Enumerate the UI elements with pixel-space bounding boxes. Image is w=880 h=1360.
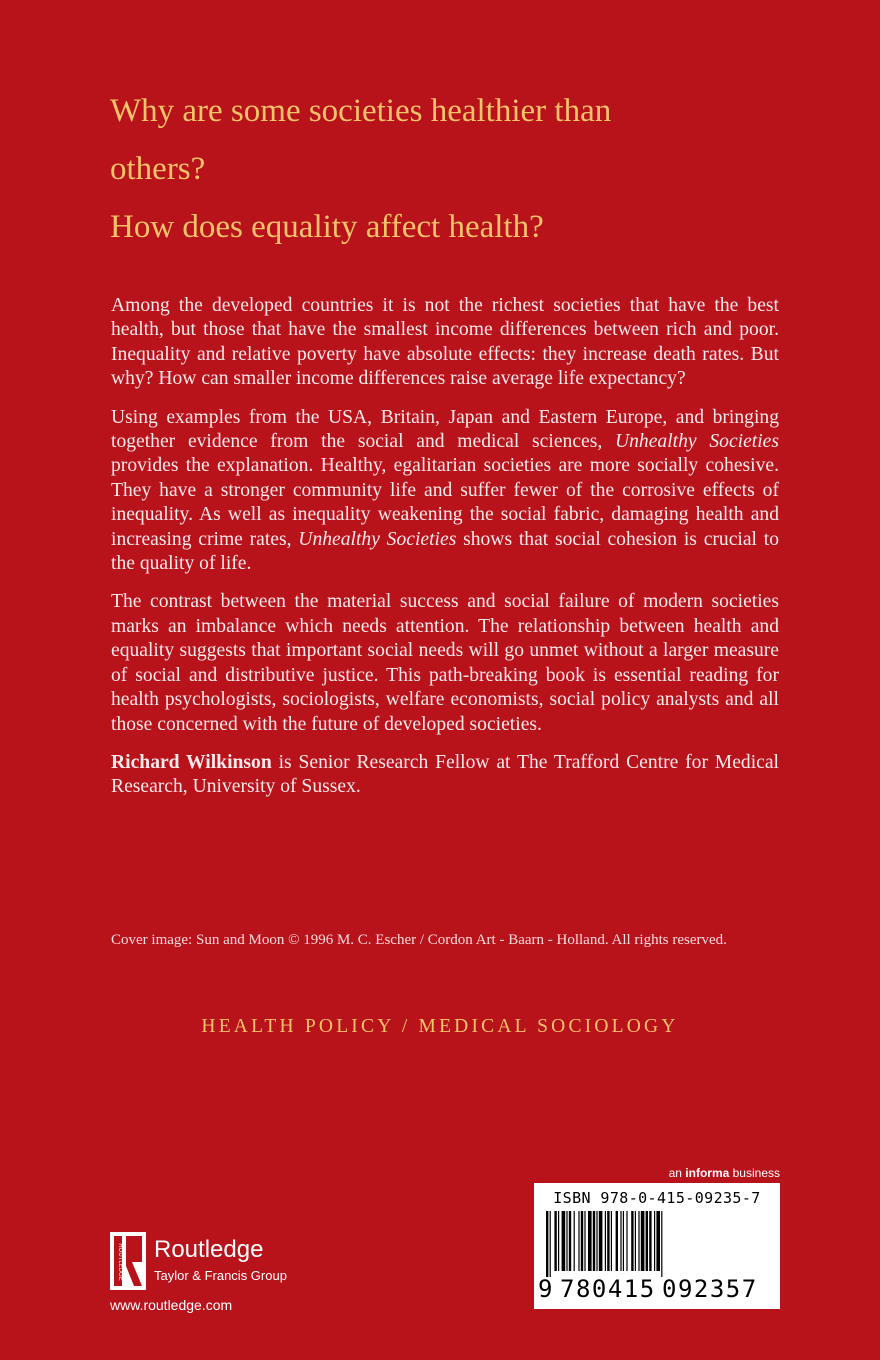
- publisher-website: www.routledge.com: [110, 1297, 233, 1313]
- barcode-bar: [584, 1211, 585, 1271]
- barcode-bar: [581, 1211, 583, 1271]
- barcode-bar: [569, 1211, 571, 1271]
- barcode-bar: [562, 1211, 566, 1271]
- isbn-group-2: 092357: [662, 1275, 758, 1303]
- author-bio-text: is Senior Research Fellow at The Trafford Centre for Medical Research, University of Sussex.: [111, 751, 780, 798]
- barcode-bar: [566, 1211, 567, 1271]
- barcode-bar: [626, 1211, 627, 1271]
- book-title-italic: Unhealthy Societies: [614, 431, 779, 453]
- informa-tagline: [660, 1166, 780, 1180]
- barcode-bar: [656, 1211, 660, 1271]
- cover-image-credit: Cover image: Sun and Moon © 1996 M. C. Escher / Cordon Art - Baarn - Holland. All rights reserved.: [111, 932, 727, 948]
- barcode-bar: [558, 1211, 559, 1271]
- barcode-bar: [550, 1211, 551, 1277]
- informa-brand: informa: [685, 1166, 730, 1180]
- barcode-bar: [623, 1211, 624, 1271]
- blurb: [111, 294, 779, 814]
- logo-vertical-text: ROUTLEDGE: [117, 1243, 123, 1281]
- headline-line-3: How does equality affect health?: [110, 209, 544, 245]
- blurb-p2-part-b: provides the explanation. Healthy, egalitarian societies are more socially cohesive. They have a stronger community life and suffer fewer of the corrosive effects of inequality. As well as inequality weakening the social fabric, damaging health and increasing crime rates,: [111, 455, 779, 550]
- blurb-paragraph-1: Among the developed countries it is not the richest societies that have the best health, but those that have the smallest income differences between rich and poor. Inequality and relative poverty have absolute effects: they increase death rates. But why? How can smaller income differences raise average life expectancy?: [111, 295, 779, 390]
- barcode-bar: [611, 1211, 612, 1271]
- headline-line-1: Why are some societies healthier than: [110, 93, 612, 129]
- barcode-bar: [616, 1211, 618, 1271]
- headline: [110, 82, 790, 256]
- author-bio: [111, 751, 779, 800]
- subject-category: HEALTH POLICY / MEDICAL SOCIOLOGY: [201, 1016, 679, 1037]
- blurb-paragraph-3: The contrast between the material success and social failure of modern societies marks an imbalance which needs attention. The relationship between health and equality suggests that important social needs will go unmet without a larger measure of social and distributive justice. This path-breaking book is essential reading for health psychologists, sociologists, welfare economists, social policy analysts and all those concerned with the future of developed societies.: [111, 591, 779, 735]
- barcode-bar: [599, 1211, 603, 1271]
- routledge-logo: [110, 1232, 410, 1292]
- barcode-bar: [635, 1211, 636, 1271]
- book-title-italic: Unhealthy Societies: [298, 528, 457, 550]
- blurb-paragraph-2: [111, 406, 779, 577]
- barcode-bar: [593, 1211, 595, 1271]
- barcode-bar: [649, 1211, 651, 1271]
- isbn-group-1: 780415: [560, 1275, 656, 1303]
- author-name: Richard Wilkinson: [111, 751, 272, 773]
- blurb-p2-part-c: shows that social cohesion is crucial to the quality of life.: [111, 528, 779, 575]
- barcode-bar: [661, 1211, 662, 1277]
- barcode-bar: [654, 1211, 655, 1271]
- barcode-bar: [574, 1211, 575, 1271]
- publisher-group: Taylor & Francis Group: [154, 1268, 287, 1283]
- routledge-logo-icon: [110, 1232, 146, 1290]
- isbn-barcode: [534, 1183, 780, 1309]
- barcode-icon: [546, 1211, 768, 1277]
- barcode-bar: [638, 1211, 639, 1271]
- barcode-bar: [546, 1211, 548, 1277]
- barcode-bar: [646, 1211, 648, 1271]
- barcode-bar: [607, 1211, 609, 1271]
- barcode-bar: [554, 1211, 556, 1271]
- blurb-p2-part-a: Using examples from the USA, Britain, Japan and Eastern Europe, and bringing together evidence from the social and medical sciences,: [111, 406, 779, 453]
- barcode-bar: [631, 1211, 633, 1271]
- barcode-bar: [578, 1211, 579, 1271]
- isbn-first-digit: 9: [538, 1275, 553, 1303]
- barcode-bar: [620, 1211, 621, 1271]
- barcode-bar: [605, 1211, 606, 1271]
- barcode-bar: [588, 1211, 592, 1271]
- barcode-bar: [641, 1211, 645, 1271]
- informa-suffix: business: [729, 1166, 780, 1180]
- isbn-label: ISBN 978-0-415-09235-7: [553, 1189, 761, 1207]
- headline-line-2: others?: [110, 151, 206, 187]
- informa-prefix: an: [668, 1166, 686, 1180]
- barcode-bar: [596, 1211, 597, 1271]
- publisher-name: Routledge: [154, 1236, 264, 1263]
